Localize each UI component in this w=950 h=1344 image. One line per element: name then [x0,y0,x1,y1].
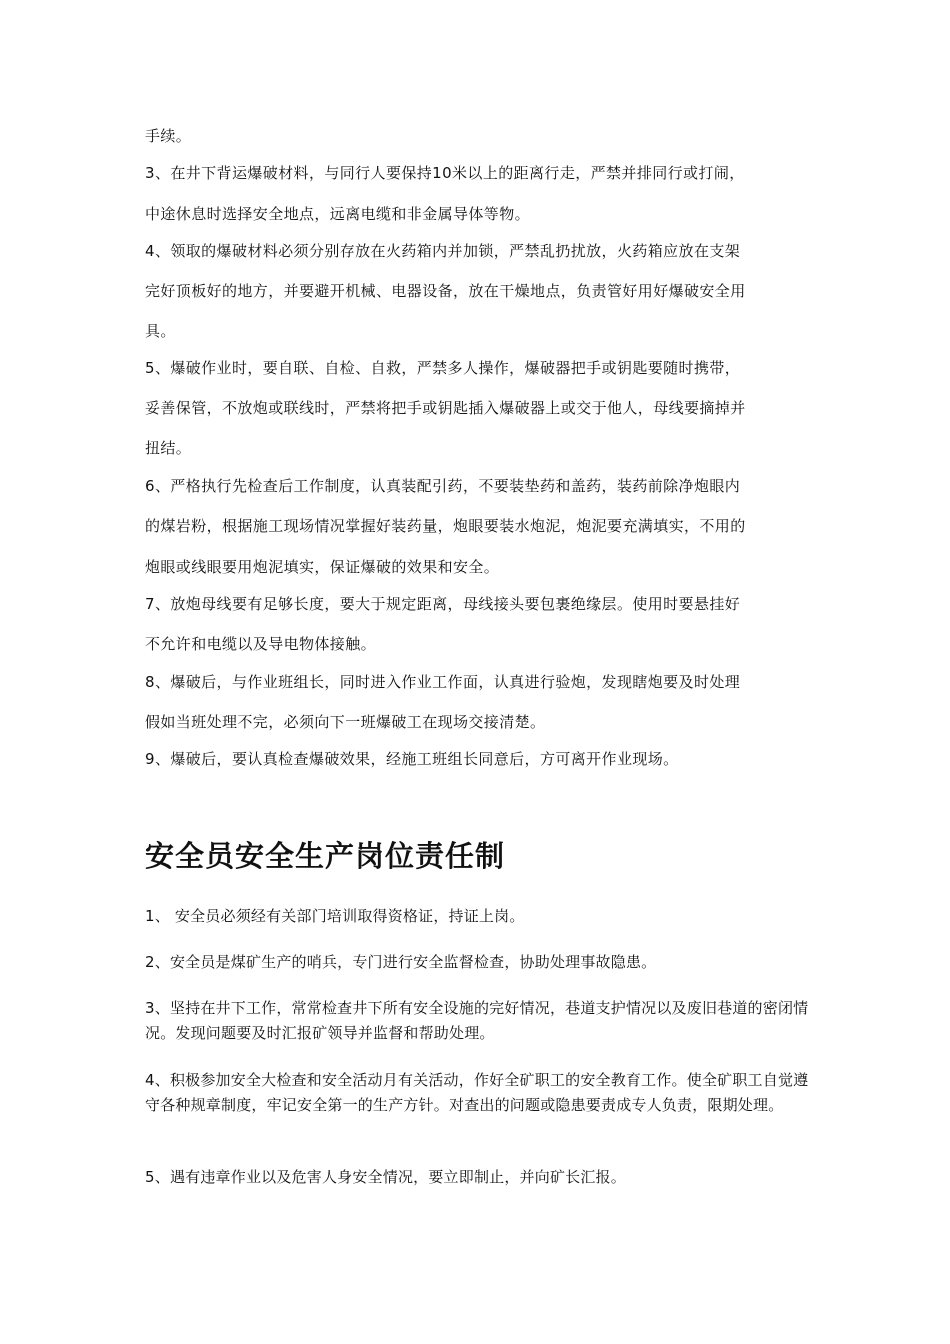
duty-item: 5、遇有违章作业以及危害人身安全情况，要立即制止，并向矿长汇报。 [145,1168,626,1186]
paragraph-line: 5、爆破作业时，要自联、自检、自救，严禁多人操作，爆破器把手或钥匙要随时携带， [145,359,741,377]
paragraph-line: 不允许和电缆以及导电物体接触。 [145,635,377,653]
paragraph-line: 6、严格执行先检查后工作制度，认真装配引药，不要装垫药和盖药，装药前除净炮眼内 [145,477,741,495]
duty-item: 3、坚持在井下工作，常常检查井下所有安全设施的完好情况，巷道支护情况以及废旧巷道的密闭情况。发现问题要及时汇报矿领导并监督和帮助处理。 [145,999,809,1042]
paragraph-line: 妥善保管，不放炮或联线时，严禁将把手或钥匙插入爆破器上或交于他人，母线要摘掉并 [145,399,746,417]
paragraph-line: 具。 [145,322,176,340]
paragraph-line: 炮眼或线眼要用炮泥填实，保证爆破的效果和安全。 [145,558,500,576]
paragraph-line: 3、在井下背运爆破材料，与同行人要保持10米以上的距离行走，严禁并排同行或打闹， [145,164,745,182]
paragraph-line: 中途休息时选择安全地点，远离电缆和非金属导体等物。 [145,205,531,223]
paragraph-line: 4、领取的爆破材料必须分别存放在火药箱内并加锁，严禁乱扔扰放，火药箱应放在支架 [145,242,741,260]
duty-item: 1、 安全员必须经有关部门培训取得资格证，持证上岗。 [145,907,525,925]
paragraph-line: 完好顶板好的地方，并要避开机械、电器设备，放在干燥地点，负责管好用好爆破安全用 [145,282,746,300]
paragraph-line: 7、放炮母线要有足够长度，要大于规定距离，母线接头要包裹绝缘层。使用时要悬挂好 [145,595,741,613]
duty-item: 4、积极参加安全大检查和安全活动月有关活动，作好全矿职工的安全教育工作。使全矿职工自觉遵守各种规章制度，牢记安全第一的生产方针。对查出的问题或隐患要责成专人负责，限期处理。 [145,1071,809,1114]
paragraph-line: 扭结。 [145,439,192,457]
paragraph-line: 手续。 [145,127,192,145]
paragraph-line: 假如当班处理不完，必须向下一班爆破工在现场交接清楚。 [145,713,546,731]
section-heading: 安全员安全生产岗位责任制 [145,839,506,873]
duty-item: 2、安全员是煤矿生产的哨兵，专门进行安全监督检查，协助处理事故隐患。 [145,953,657,971]
paragraph-line: 的煤岩粉，根据施工现场情况掌握好装药量，炮眼要装水炮泥，炮泥要充满填实，不用的 [145,517,746,535]
paragraph-line: 9、爆破后，要认真检查爆破效果，经施工班组长同意后，方可离开作业现场。 [145,750,679,768]
paragraph-line: 8、爆破后，与作业班组长，同时进入作业工作面，认真进行验炮，发现瞎炮要及时处理 [145,673,741,691]
